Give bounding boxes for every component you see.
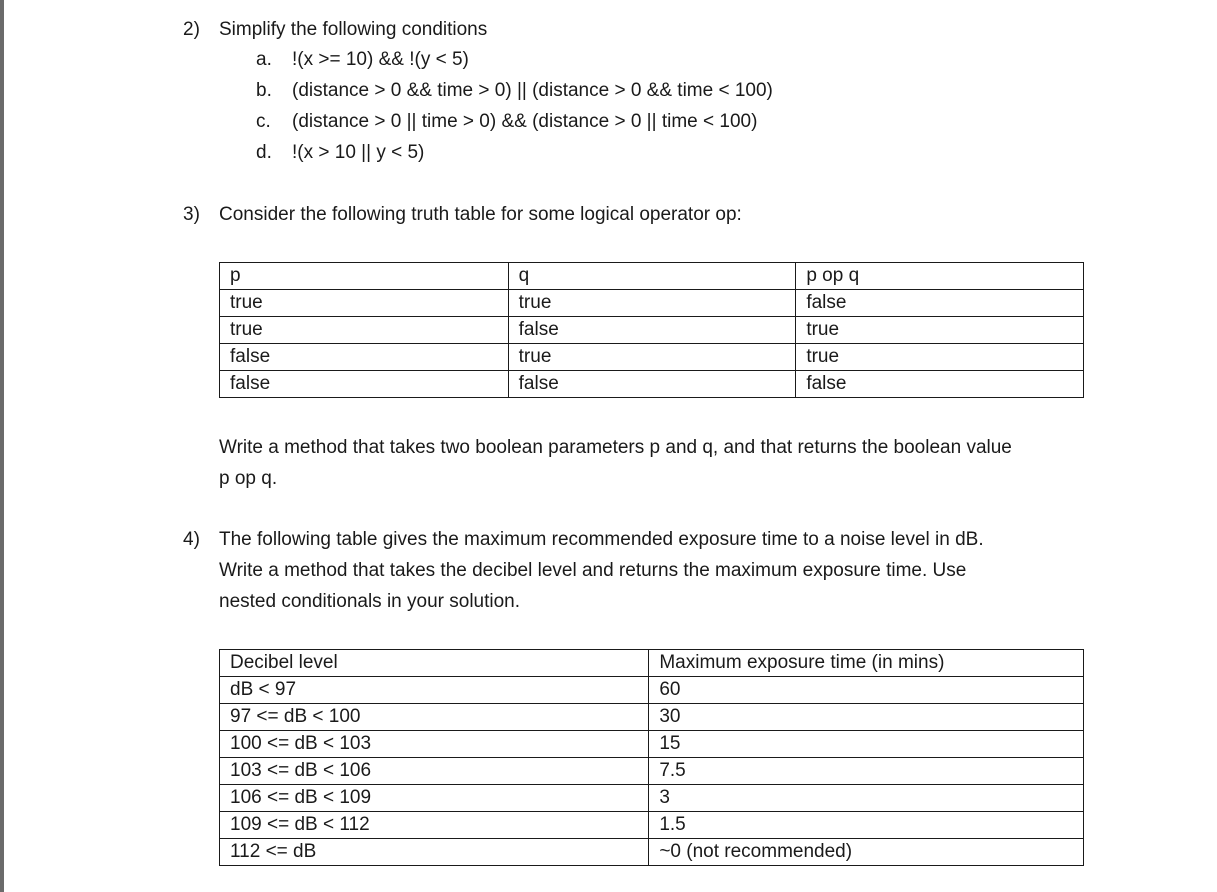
table-row — [220, 704, 1084, 731]
table-row — [220, 839, 1084, 866]
q2-title: Simplify the following conditions — [219, 19, 488, 40]
q2-item-d-text: !(x > 10 || y < 5) — [292, 142, 425, 163]
q4-line-3: nested conditionals in your solution. — [219, 591, 521, 612]
header-max-exposure: Maximum exposure time (in mins) — [649, 650, 1084, 677]
table-row — [220, 290, 1084, 317]
table-cell: false — [796, 371, 1084, 398]
table-cell: 100 <= dB < 103 — [220, 731, 649, 758]
q2-number: 2) — [183, 19, 200, 40]
exposure-table — [219, 649, 1084, 866]
q2-item-b-label: b. — [256, 80, 272, 101]
q2-item-a-text: !(x >= 10) && !(y < 5) — [292, 49, 469, 70]
table-cell: 15 — [649, 731, 1084, 758]
header-p-op-q: p op q — [796, 263, 1084, 290]
table-cell: false — [220, 371, 509, 398]
table-cell: true — [508, 290, 796, 317]
q4-line-1: The following table gives the maximum recommended exposure time to a noise level in dB. — [219, 529, 984, 550]
table-cell: 7.5 — [649, 758, 1084, 785]
table-cell: 106 <= dB < 109 — [220, 785, 649, 812]
table-cell: false — [508, 317, 796, 344]
table-row — [220, 677, 1084, 704]
table-row — [220, 731, 1084, 758]
table-cell: dB < 97 — [220, 677, 649, 704]
page-edge — [0, 0, 4, 892]
table-cell: true — [220, 317, 509, 344]
table-cell: 30 — [649, 704, 1084, 731]
table-cell: true — [796, 317, 1084, 344]
table-cell: false — [508, 371, 796, 398]
table-header-row — [220, 263, 1084, 290]
table-row — [220, 758, 1084, 785]
table-row — [220, 785, 1084, 812]
header-p: p — [220, 263, 509, 290]
table-cell: 1.5 — [649, 812, 1084, 839]
table-cell: 3 — [649, 785, 1084, 812]
table-cell: ~0 (not recommended) — [649, 839, 1084, 866]
q2-item-a-label: a. — [256, 49, 272, 70]
q4-line-2: Write a method that takes the decibel level and returns the maximum exposure time. Use — [219, 560, 967, 581]
truth-table — [219, 262, 1084, 398]
header-q: q — [508, 263, 796, 290]
table-cell: 60 — [649, 677, 1084, 704]
table-cell: true — [796, 344, 1084, 371]
q2-item-d-label: d. — [256, 142, 272, 163]
table-cell: true — [508, 344, 796, 371]
q3-title: Consider the following truth table for some logical operator op: — [219, 204, 742, 225]
header-decibel-level: Decibel level — [220, 650, 649, 677]
table-row — [220, 371, 1084, 398]
table-cell: true — [220, 290, 509, 317]
table-cell: 112 <= dB — [220, 839, 649, 866]
table-cell: 97 <= dB < 100 — [220, 704, 649, 731]
q4-number: 4) — [183, 529, 200, 550]
q2-item-c-text: (distance > 0 || time > 0) && (distance > 0 || time < 100) — [292, 111, 758, 132]
table-row — [220, 344, 1084, 371]
q2-item-c-label: c. — [256, 111, 271, 132]
q3-paragraph-line-2: p op q. — [219, 468, 278, 489]
q3-paragraph-line-1: Write a method that takes two boolean parameters p and q, and that returns the boolean value — [219, 437, 1012, 458]
q3-number: 3) — [183, 204, 200, 225]
q2-item-b-text: (distance > 0 && time > 0) || (distance > 0 && time < 100) — [292, 80, 773, 101]
table-row — [220, 317, 1084, 344]
table-header-row — [220, 650, 1084, 677]
table-cell: false — [220, 344, 509, 371]
table-cell: false — [796, 290, 1084, 317]
table-cell: 109 <= dB < 112 — [220, 812, 649, 839]
table-cell: 103 <= dB < 106 — [220, 758, 649, 785]
table-row — [220, 812, 1084, 839]
